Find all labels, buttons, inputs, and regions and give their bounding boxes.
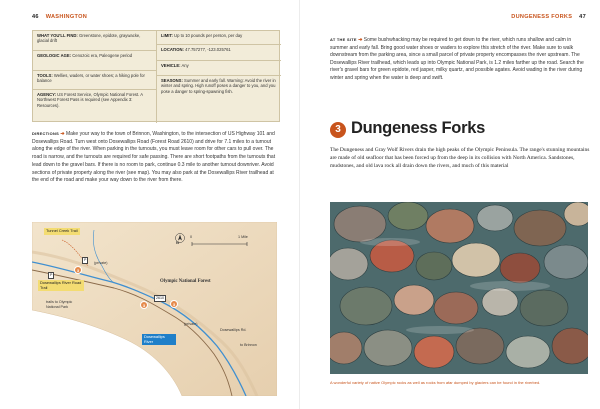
info-agency [33,90,157,123]
directions-text: Make your way to the town of Brinnon, Washington, to the intersection of US Highway 101 and Dosewallips Road. Turn west onto Dosewallips Road (Forest Road 2610) and drive for 7.1 miles to a turnout along the edge of the river. When parking in the turnouts, you must leave room for other cars to pull over. The road is narrow, and the turnouts are required for safe passing. There are short footpaths from the turnouts that lead down to the gravel bars. If there is no room to park, continue 0.3 mile to another turnout downriver. Avoid sections of private property along the river (see map). You may also park at the Dosewallips River trailhead at the end of the road and make your way down to the river from there. [32,131,276,184]
map-scale-zero: 0 [190,235,193,239]
info-seasons-text: Summer and early fall. Warning: Avoid the river in winter and spring. High runoff poses a danger to you, and you pose a danger to spring-spawning fish. [161,78,276,94]
info-box [32,30,280,122]
directions-paragraph [32,130,282,185]
info-agency-label: AGENCY: [37,92,56,97]
info-find [33,31,157,51]
riverbed-rocks-photo [330,202,588,374]
map-land-area [32,222,277,396]
info-location-label: LOCATION: [161,47,184,52]
at-the-site-arrow-icon: ➔ [358,37,363,43]
map-north-label: N [176,240,179,245]
directions-label: DIRECTIONS [32,131,59,136]
info-tools-label: TOOLS: [37,73,53,78]
info-limit-label: LIMIT: [161,33,173,38]
map-label-river: Dosewallips River [142,334,176,345]
info-tools [33,71,157,90]
info-location [157,45,281,61]
site-number-badge: 3 [330,122,346,138]
info-agency-text: US Forest Service, Olympic National Forest. A Northwest Forest Pass is required (see Appendix 3: Resources). [37,92,143,108]
right-page [300,0,600,409]
info-column-left [33,31,157,123]
info-column-right [157,31,281,123]
map-label-trailhead: Dosewallips River Road Trail [38,280,84,291]
right-running-title: DUNGENESS FORKS [511,14,573,20]
info-limit [157,31,281,45]
left-page-number: 46 [32,14,39,20]
info-geologic-age-text: Cenozoic era, Paleogene period [72,53,133,58]
left-running-title: WASHINGTON [45,14,88,20]
site-intro-text: The Dungeness and Gray Wolf Rivers drain the high peaks of the Olympic Peninsula. The range's stunning mountains are made of old seafloor that has been forced up from the deep in its collision with North America. Sandstones, mudstones, and old lava rock all drain down the rivers, and much of this material [330,147,590,169]
directions-arrow-icon: ➔ [60,131,65,137]
at-the-site-paragraph [330,36,584,83]
info-vehicle [157,61,281,76]
map-site-marker-2: 3 [140,301,148,309]
info-location-text: 47.757277, -123.025761 [185,47,231,52]
map-parking-1: P [84,258,87,262]
map-label-dosewallips-rd: Dosewallips Rd. [220,328,247,332]
left-running-head [32,14,92,20]
right-running-head [506,14,586,20]
map-parking-2: P [50,273,53,277]
map-label-trails-to-park: trails to Olympic National Park [46,300,73,309]
map-label-forest: Olympic National Forest [160,279,211,284]
info-tools-text: Wellies, waders, or water shoes; a hiking pole for balance [37,73,145,84]
info-geologic-age [33,51,157,71]
map-private-2: (private) [184,322,198,326]
at-the-site-text: Some bushwhacking may be required to get down to the river, which runs shallow and calm in summer and early fall. Bring good water shoes or waders to explore this stretch of the river. Make sure to walk downstream from the parking area, since a small parcel of private property encompasses the river upstream. The Dosewallips River trailhead, which leads up into Olympic National Park, is 1.2 miles farther up the road. Search the river's gravel bars for green epidote, red jasper, milky quartz, and possible agates. Avoid wading in the river during winter and spring when the water is deep and swift. [330,37,584,81]
map-scale-mile: 1 Mile [238,235,248,239]
map-site-marker: 3 [74,266,82,274]
site-map [32,222,277,396]
right-page-number: 47 [579,14,586,20]
info-vehicle-text: Any [181,63,189,68]
map-road-number: 2610 [156,296,164,300]
info-seasons [157,76,281,123]
info-find-text: Greenstone, epidote, graywacke, glacial drift [37,33,141,44]
info-seasons-label: SEASONS: [161,78,183,83]
photo-caption: A wonderful variety of native Olympic rocks as well as rocks from afar dumped by glaciers can be found in the riverbed. [330,380,541,385]
map-label-to-brinnon: to Brinnon [240,343,257,347]
site-title: Dungeness Forks [351,119,485,137]
at-the-site-label: AT THE SITE [330,37,357,42]
map-site-marker-3: 3 [170,300,178,308]
map-graphic [32,222,277,396]
info-geologic-age-label: GEOLOGIC AGE: [37,53,72,58]
info-vehicle-label: VEHICLE: [161,63,181,68]
map-label-tunnel-creek-trail: Tunnel Creek Trail [46,228,78,233]
info-limit-text: Up to 10 pounds per person, per day [174,33,243,38]
map-private-1: (private) [94,261,108,265]
info-find-label: WHAT YOU'LL FIND: [37,33,78,38]
rocks-illustration [330,202,588,374]
